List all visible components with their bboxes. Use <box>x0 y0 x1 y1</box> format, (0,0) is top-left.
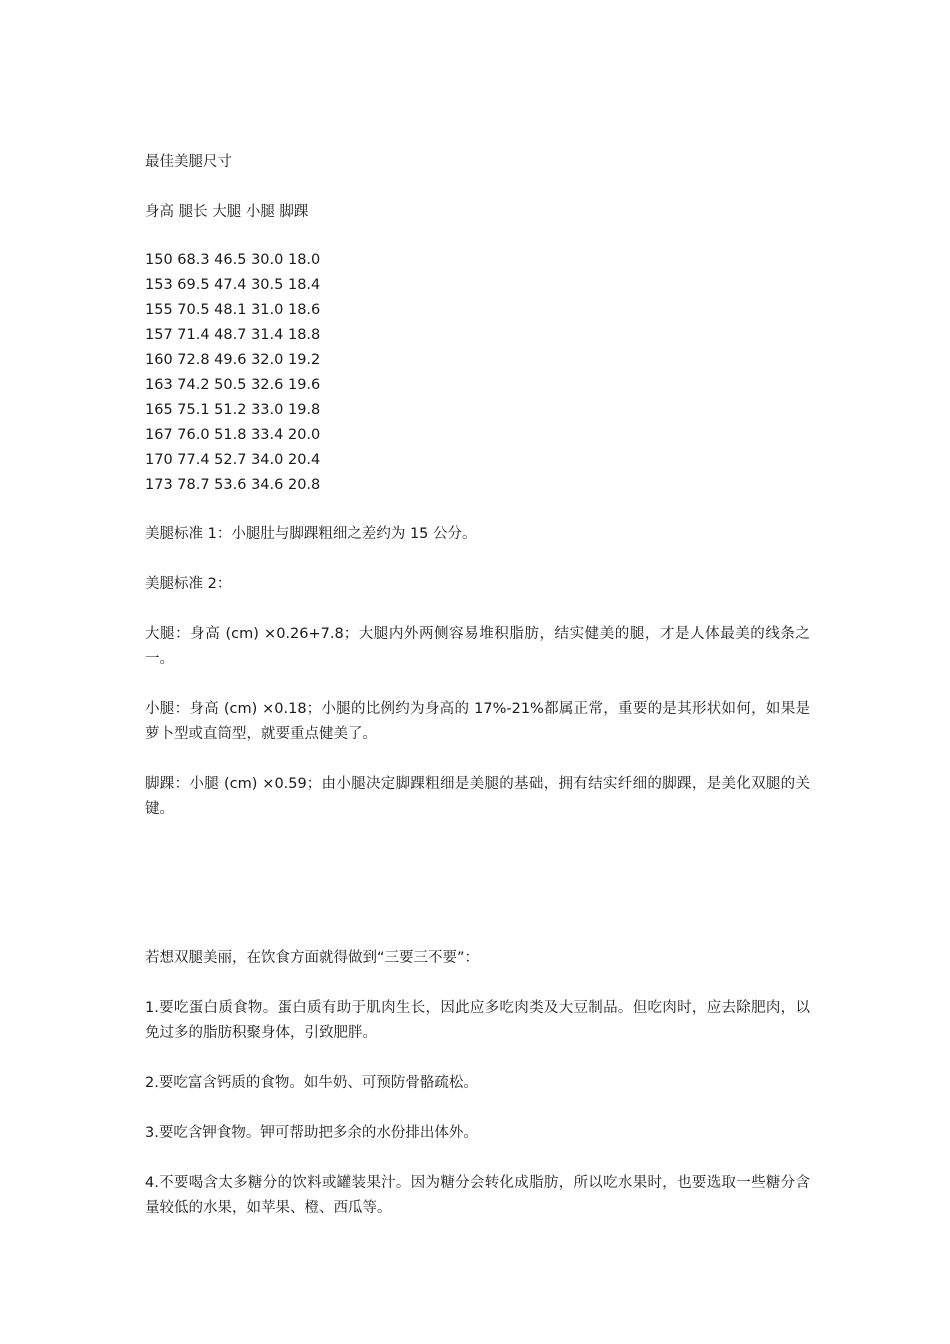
standard-1: 美腿标准 1：小腿肚与脚踝粗细之差约为 15 公分。 <box>145 526 477 542</box>
table-row: 157 71.4 48.7 31.4 18.8 <box>145 327 321 343</box>
list-item: 4.不要喝含太多糖分的饮料或罐装果汁。因为糖分会转化成脂肪，所以吃水果时，也要选取一些糖分含量较低的水果，如苹果、橙、西瓜等。 <box>145 1175 810 1216</box>
ankle-paragraph: 脚踝：小腿 (cm) ×0.59；由小腿决定脚踝粗细是美腿的基础，拥有结实纤细的脚踝，是美化双腿的关键。 <box>145 776 810 817</box>
list-item: 2.要吃富含钙质的食物。如牛奶、可预防骨骼疏松。 <box>145 1075 478 1091</box>
table-row: 163 74.2 50.5 32.6 19.6 <box>145 377 321 393</box>
list-item: 3.要吃含钾食物。钾可帮助把多余的水份排出体外。 <box>145 1125 478 1141</box>
table-row: 153 69.5 47.4 30.5 18.4 <box>145 277 321 293</box>
document-title: 最佳美腿尺寸 <box>145 154 232 170</box>
thigh-paragraph: 大腿：身高 (cm) ×0.26+7.8；大腿内外两侧容易堆积脂肪，结实健美的腿，才是人体最美的线条之一。 <box>145 626 810 667</box>
table-row: 170 77.4 52.7 34.0 20.4 <box>145 452 321 468</box>
list-item: 1.要吃蛋白质食物。蛋白质有助于肌肉生长，因此应多吃肉类及大豆制品。但吃肉时，应去除肥肉，以免过多的脂肪积聚身体，引致肥胖。 <box>145 1000 810 1041</box>
standard-2-heading: 美腿标准 2： <box>145 576 232 592</box>
calf-paragraph: 小腿：身高 (cm) ×0.18；小腿的比例约为身高的 17%-21%都属正常，重要的是其形状如何，如果是萝卜型或直筒型，就要重点健美了。 <box>145 701 810 742</box>
table-header: 身高 腿长 大腿 小腿 脚踝 <box>145 204 309 220</box>
table-row: 160 72.8 49.6 32.0 19.2 <box>145 352 321 368</box>
table-row: 155 70.5 48.1 31.0 18.6 <box>145 302 321 318</box>
table-row: 173 78.7 53.6 34.6 20.8 <box>145 477 321 493</box>
table-row: 150 68.3 46.5 30.0 18.0 <box>145 252 321 268</box>
table-row: 165 75.1 51.2 33.0 19.8 <box>145 402 321 418</box>
diet-intro: 若想双腿美丽，在饮食方面就得做到“三要三不要”： <box>145 950 480 966</box>
table-row: 167 76.0 51.8 33.4 20.0 <box>145 427 321 443</box>
